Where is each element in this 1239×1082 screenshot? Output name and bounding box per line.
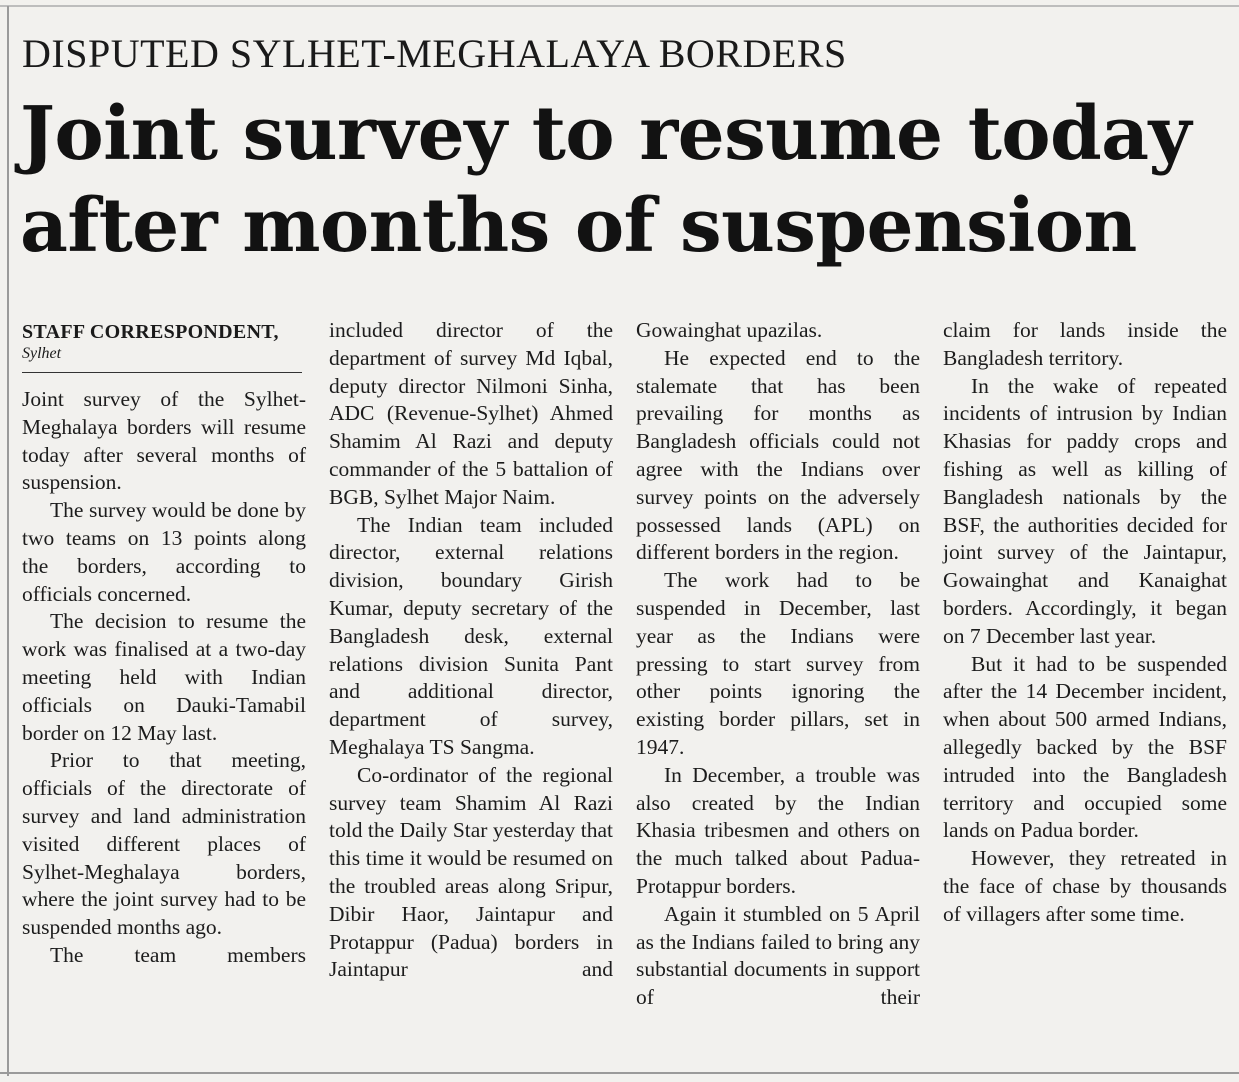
paragraph: The Indian team included director, external relations division, boundary Girish Kumar, deputy secretary of the Bangladesh desk, external relations division Sunita Pant and additional director, department of survey, Meghalaya TS Sangma.	[329, 512, 613, 759]
article-column-1	[22, 386, 306, 970]
paragraph: In the wake of repeated incidents of intrusion by Indian Khasias for paddy crops and fishing as well as killing of Bangladesh nationals by the BSF, the authorities decided for joint survey of the Jaintapur, Gowainghat and Kanaighat borders. Accordingly, it began on 7 December last year.	[943, 373, 1227, 648]
byline	[22, 320, 302, 364]
article-column-3	[636, 317, 920, 1012]
paragraph: However, they retreated in the face of chase by thousands of villagers after some time.	[943, 846, 1227, 926]
kicker: DISPUTED SYLHET-MEGHALAYA BORDERS	[22, 31, 847, 76]
paragraph: The survey would be done by two teams on 13 points along the borders, according to officials concerned.	[22, 498, 306, 606]
headline-line-2: after months of suspension	[20, 183, 1137, 269]
paragraph: claim for lands inside the Bangladesh territory.	[943, 318, 1227, 370]
byline-divider	[22, 372, 302, 373]
paragraph: Gowainghat upazilas.	[636, 318, 823, 342]
article-column-4	[943, 317, 1227, 929]
paragraph: The team members	[50, 942, 306, 967]
paragraph: The work had to be suspended in December, last year as the Indians were pressing to start survey from other points ignoring the existing border pillars, set in 1947.	[636, 568, 920, 759]
column-rule-left	[7, 6, 9, 1076]
byline-place: Sylhet	[22, 345, 62, 362]
paragraph: But it had to be suspended after the 14 December incident, when about 500 armed Indians, allegedly backed by the BSF intruded into the Bangladesh territory and occupied some lands on Padua border.	[943, 651, 1227, 843]
paragraph: Co-ordinator of the regional survey team Shamim Al Razi told the Daily Star yesterday that this time it would be resumed on the troubled areas along Sripur, Dibir Haor, Jaintapur and Protappur (Padua) borders in Jaintapur and	[329, 762, 613, 982]
headline	[20, 88, 1232, 272]
headline-line-1: Joint survey to resume today	[20, 91, 1191, 177]
paragraph: Joint survey of the Sylhet-Meghalaya borders will resume today after several months of suspension.	[22, 387, 306, 495]
paragraph: Prior to that meeting, officials of the directorate of survey and land administration visited different places of Sylhet-Meghalaya borders, where the joint survey had to be suspended months ago.	[22, 748, 306, 940]
paragraph: In December, a trouble was also created by the Indian Khasia tribesmen and others on the much talked about Padua-Protappur borders.	[636, 762, 920, 898]
article-column-2	[329, 317, 613, 984]
paragraph: included director of the department of survey Md Iqbal, deputy director Nilmoni Sinha, ADC (Revenue-Sylhet) Ahmed Shamim Al Razi and deputy commander of the 5 battalion of BGB, Sylhet Major Naim.	[329, 318, 613, 509]
paragraph: Again it stumbled on 5 April as the Indians failed to bring any substantial documents in support of their	[636, 901, 920, 1010]
page-bottom-rule	[0, 1072, 1239, 1074]
paragraph: He expected end to the stalemate that has been prevailing for months as Bangladesh officials could not agree with the Indians over survey points on the adversely possessed lands (APL) on different borders in the region.	[636, 345, 920, 565]
page-top-rule	[0, 5, 1239, 7]
byline-name: STAFF CORRESPONDENT,	[22, 321, 279, 343]
paragraph: The decision to resume the work was finalised at a two-day meeting held with Indian officials on Dauki-Tamabil border on 12 May last.	[22, 609, 306, 745]
